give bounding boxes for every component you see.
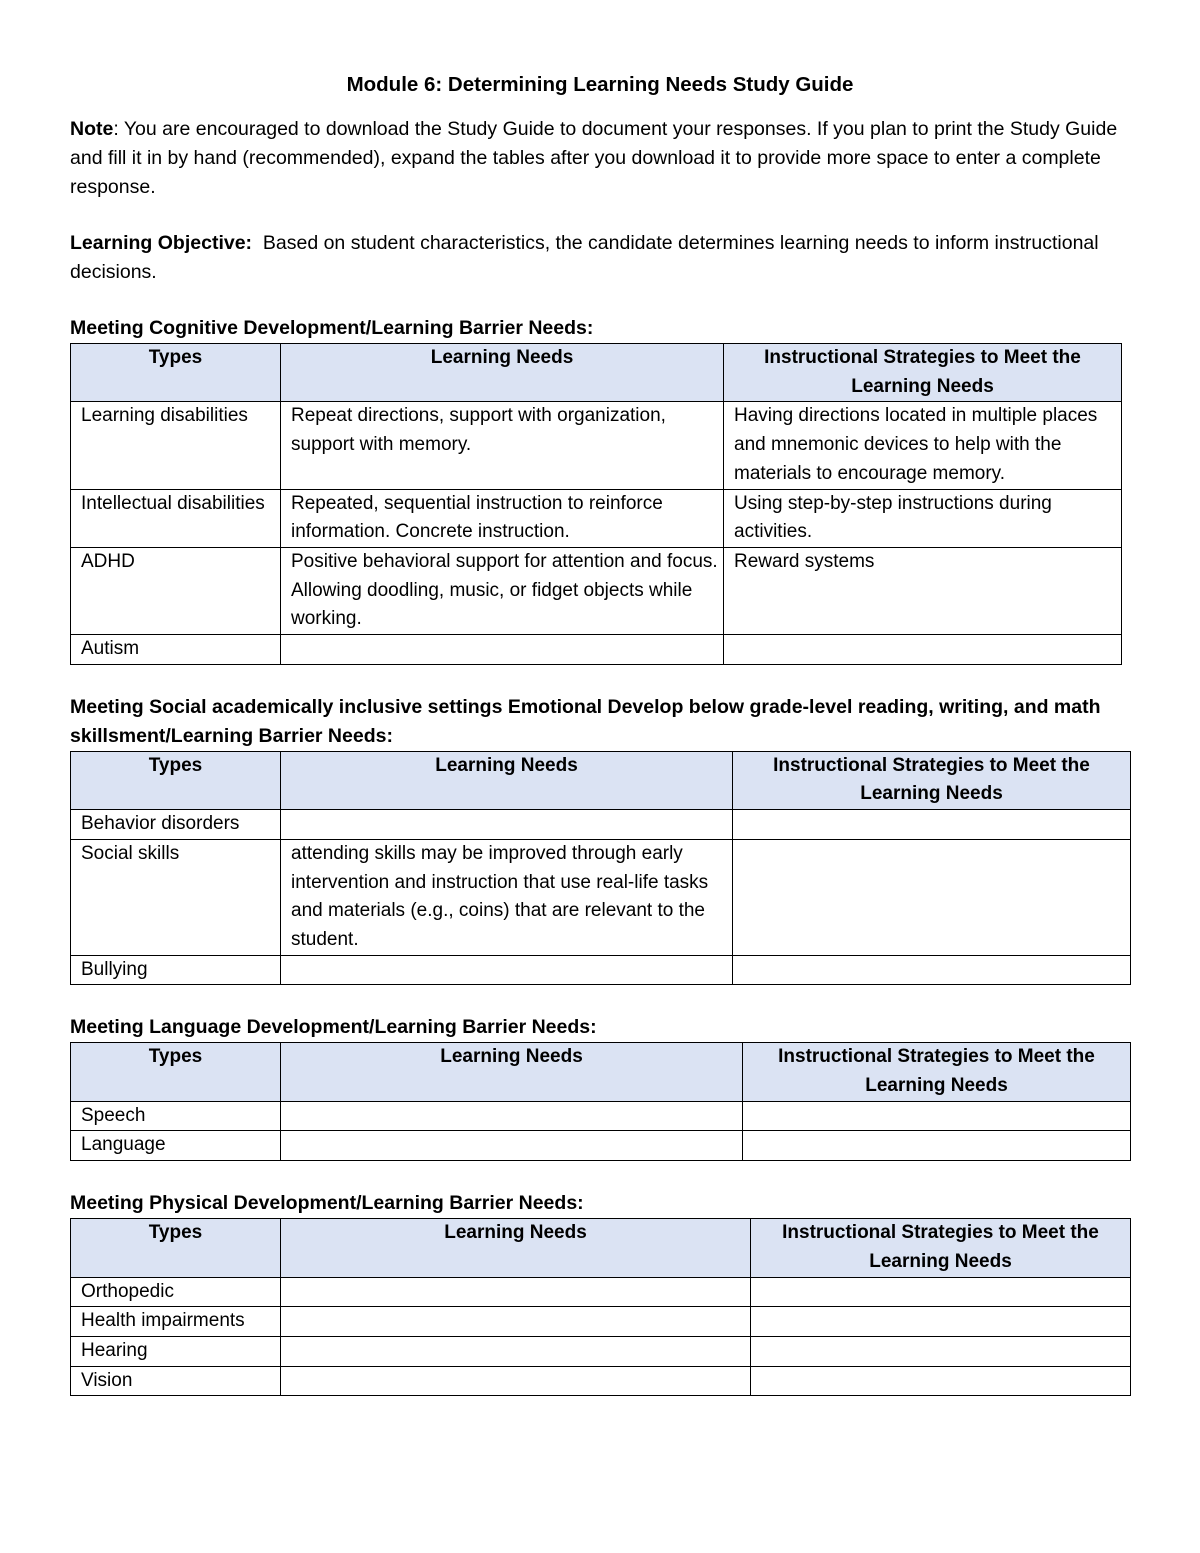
document-title: Module 6: Determining Learning Needs Study Guide bbox=[346, 73, 854, 96]
cell-type: Health impairments bbox=[71, 1307, 281, 1337]
cell-needs[interactable]: attending skills may be improved through early intervention and instruction that use real-life tasks and materials (e.g., coins) that are relevant to the student. bbox=[281, 839, 733, 955]
header-learning-needs: Learning Needs bbox=[281, 1219, 751, 1277]
table-language bbox=[70, 1042, 1131, 1161]
cell-strategies[interactable] bbox=[751, 1277, 1131, 1307]
header-learning-needs: Learning Needs bbox=[281, 751, 733, 809]
cell-type: Speech bbox=[71, 1101, 281, 1131]
section-heading-cognitive: Meeting Cognitive Development/Learning Barrier Needs: bbox=[70, 317, 594, 339]
cell-needs[interactable] bbox=[281, 1131, 743, 1161]
cell-strategies[interactable] bbox=[733, 839, 1131, 955]
cell-type: Orthopedic bbox=[71, 1277, 281, 1307]
section-heading-language: Meeting Language Development/Learning Barrier Needs: bbox=[70, 1016, 597, 1039]
table-row bbox=[71, 1307, 1131, 1337]
note-paragraph bbox=[70, 115, 1130, 202]
table-row bbox=[71, 635, 1122, 665]
cell-needs[interactable] bbox=[281, 810, 733, 840]
cell-type: ADHD bbox=[71, 547, 281, 634]
cell-strategies[interactable] bbox=[733, 810, 1131, 840]
cell-type: Behavior disorders bbox=[71, 810, 281, 840]
cell-needs[interactable] bbox=[281, 955, 733, 985]
table-row bbox=[71, 1277, 1131, 1307]
table-header-row bbox=[71, 751, 1131, 809]
cell-type: Vision bbox=[71, 1366, 281, 1396]
table-physical bbox=[70, 1218, 1131, 1396]
cell-type: Intellectual disabilities bbox=[71, 489, 281, 547]
table-row bbox=[71, 402, 1122, 489]
table-social bbox=[70, 751, 1131, 986]
cell-type: Language bbox=[71, 1131, 281, 1161]
table-row bbox=[71, 1131, 1131, 1161]
cell-type: Learning disabilities bbox=[71, 402, 281, 489]
cell-strategies[interactable] bbox=[724, 635, 1122, 665]
document-page bbox=[70, 70, 1130, 1396]
header-types: Types bbox=[71, 1219, 281, 1277]
table-row bbox=[71, 1336, 1131, 1366]
cell-strategies[interactable] bbox=[751, 1307, 1131, 1337]
table-row bbox=[71, 489, 1122, 547]
header-strategies: Instructional Strategies to Meet the Learning Needs bbox=[743, 1043, 1131, 1101]
table-cognitive bbox=[70, 343, 1122, 665]
cell-strategies[interactable] bbox=[751, 1366, 1131, 1396]
table-header-row bbox=[71, 344, 1122, 402]
header-strategies: Instructional Strategies to Meet the Learning Needs bbox=[733, 751, 1131, 809]
objective-text: Based on student characteristics, the candidate determines learning needs to inform instructional decisions. bbox=[70, 232, 1105, 283]
cell-needs[interactable] bbox=[281, 1277, 751, 1307]
header-types: Types bbox=[71, 1043, 281, 1101]
cell-strategies[interactable] bbox=[751, 1336, 1131, 1366]
table-row bbox=[71, 810, 1131, 840]
cell-needs[interactable]: Repeated, sequential instruction to reinforce information. Concrete instruction. bbox=[281, 489, 724, 547]
note-label: Note bbox=[70, 118, 114, 140]
cell-strategies[interactable]: Using step-by-step instructions during activities. bbox=[724, 489, 1122, 547]
header-learning-needs: Learning Needs bbox=[281, 1043, 743, 1101]
cell-type: Hearing bbox=[71, 1336, 281, 1366]
table-row bbox=[71, 547, 1122, 634]
cell-strategies[interactable] bbox=[733, 955, 1131, 985]
cell-type: Social skills bbox=[71, 839, 281, 955]
objective-paragraph bbox=[70, 229, 1130, 287]
cell-needs[interactable] bbox=[281, 1336, 751, 1366]
cell-needs[interactable]: Repeat directions, support with organization, support with memory. bbox=[281, 402, 724, 489]
cell-needs[interactable] bbox=[281, 635, 724, 665]
cell-needs[interactable] bbox=[281, 1307, 751, 1337]
cell-strategies[interactable] bbox=[743, 1131, 1131, 1161]
table-header-row bbox=[71, 1219, 1131, 1277]
header-types: Types bbox=[71, 751, 281, 809]
header-types: Types bbox=[71, 344, 281, 402]
table-row bbox=[71, 839, 1131, 955]
cell-strategies[interactable]: Having directions located in multiple places and mnemonic devices to help with the materials to encourage memory. bbox=[724, 402, 1122, 489]
objective-label: Learning Objective: bbox=[70, 232, 253, 254]
table-row bbox=[71, 955, 1131, 985]
section-heading-physical: Meeting Physical Development/Learning Barrier Needs: bbox=[70, 1192, 584, 1215]
section-heading-social: Meeting Social academically inclusive settings Emotional Develop below grade-level reading, writing, and math skillsment/Learning Barrier Needs: bbox=[70, 695, 1101, 747]
cell-type: Bullying bbox=[71, 955, 281, 985]
cell-needs[interactable] bbox=[281, 1366, 751, 1396]
table-row bbox=[71, 1366, 1131, 1396]
table-header-row bbox=[71, 1043, 1131, 1101]
cell-strategies[interactable] bbox=[743, 1101, 1131, 1131]
cell-needs[interactable] bbox=[281, 1101, 743, 1131]
table-row bbox=[71, 1101, 1131, 1131]
cell-strategies[interactable]: Reward systems bbox=[724, 547, 1122, 634]
note-text: : You are encouraged to download the Study Guide to document your responses. If you plan to print the Study Guide and fill it in by hand (recommended), expand the tables after you download it to provide more space to enter a complete response. bbox=[70, 118, 1118, 198]
header-strategies: Instructional Strategies to Meet the Learning Needs bbox=[724, 344, 1122, 402]
cell-type: Autism bbox=[71, 635, 281, 665]
header-strategies: Instructional Strategies to Meet the Learning Needs bbox=[751, 1219, 1131, 1277]
cell-needs[interactable]: Positive behavioral support for attention and focus. Allowing doodling, music, or fidget objects while working. bbox=[281, 547, 724, 634]
header-learning-needs: Learning Needs bbox=[281, 344, 724, 402]
